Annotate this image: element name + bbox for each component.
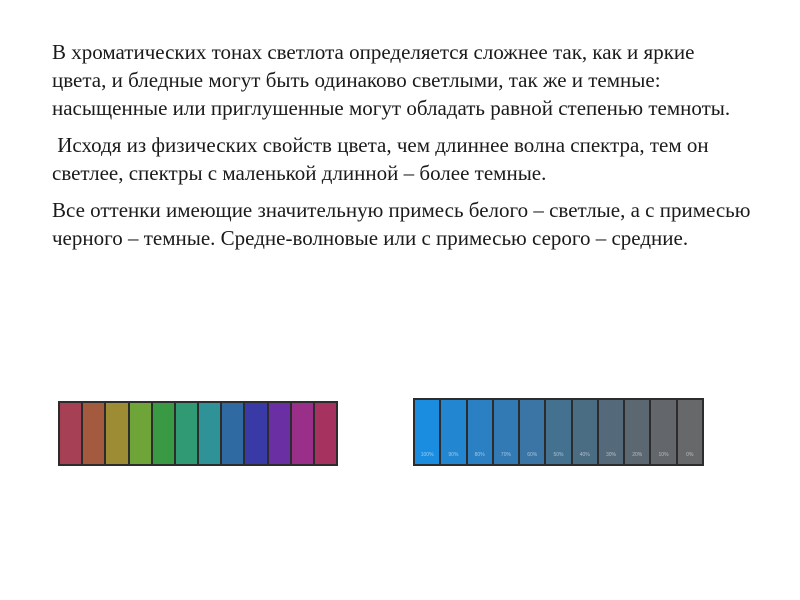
hue-swatch [245,403,266,464]
swatch-label: 70% [500,452,511,458]
swatch-label: 10% [658,452,669,458]
hue-swatch [130,403,151,464]
swatch-label: 100% [420,452,434,458]
blue-swatch [573,400,597,464]
swatch-label: 90% [448,452,459,458]
blue-swatch [415,400,439,464]
blue-swatch [651,400,675,464]
swatch-label: 80% [474,452,485,458]
swatch-label: 30% [605,452,616,458]
blue-swatch [494,400,518,464]
hue-swatch [83,403,104,464]
blue-swatch [441,400,465,464]
paragraph-2: Исходя из физических свойств цвета, чем длиннее волна спектра, тем он светлее, спектры с маленькой длинной – более темные. [52,133,714,185]
blue-swatch [546,400,570,464]
swatch-label: 40% [579,452,590,458]
blue-swatch [599,400,623,464]
blue-swatch [468,400,492,464]
paragraph-1: В хроматических тонах светлота определяется сложнее так, как и яркие цвета, и бледные могут быть одинаково светлыми, так же и темные: насыщенные или приглушенные могут обладать равной степенью темноты. [52,40,731,120]
hue-swatch [176,403,197,464]
hue-swatch [315,403,336,464]
paragraph-3: Все оттенки имеющие значительную примесь белого – светлые, а с примесью черного – темные. Средне-волновые или с примесью серого – средние. [52,198,751,250]
hue-swatch-strip [58,401,338,466]
blue-swatch [678,400,702,464]
hue-swatch [60,403,81,464]
swatch-label: 20% [632,452,643,458]
hue-swatch [269,403,290,464]
swatch-label: 0% [686,452,694,458]
hue-swatch [199,403,220,464]
blue-swatch [625,400,649,464]
blue-saturation-swatch-strip [413,398,704,466]
hue-swatch [153,403,174,464]
swatch-label: 50% [553,452,564,458]
hue-swatch [222,403,243,464]
hue-swatch [106,403,127,464]
hue-swatch [292,403,313,464]
text-block [52,38,752,261]
swatch-label: 60% [527,452,538,458]
blue-swatch [520,400,544,464]
